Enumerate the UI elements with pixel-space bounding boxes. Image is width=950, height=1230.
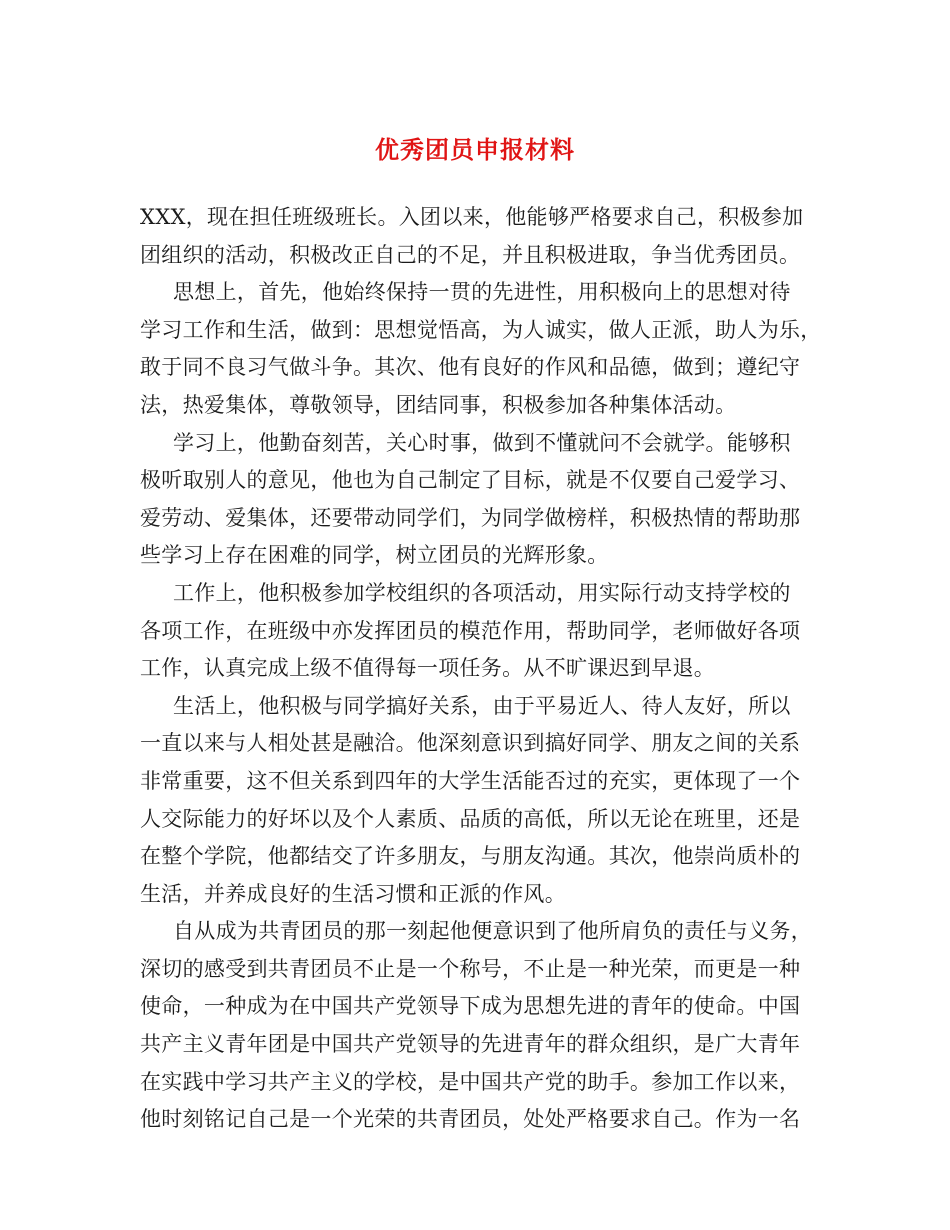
document-title: 优秀团员申报材料 [375,135,575,164]
text-line: 他时刻铭记自己是一个光荣的共青团员，处处严格要求自己。作为一名 [140,1107,801,1132]
text-line: 极听取别人的意见，他也为自己制定了目标，就是不仅要自己爱学习、 [140,468,801,493]
text-line: 在实践中学习共产主义的学校，是中国共产党的助手。参加工作以来， [140,1069,801,1094]
text-line: 非常重要，这不但关系到四年的大学生活能否过的充实，更体现了一个 [140,768,801,793]
text-line: 敢于同不良习气做斗争。其次、他有良好的作风和品德，做到；遵纪守 [140,355,801,380]
paragraph-start-line: 学习上，他勤奋刻苦，关心时事，做到不懂就问不会就学。能够积 [173,430,791,455]
text-line: 使命，一种成为在中国共产党领导下成为思想先进的青年的使命。中国 [140,994,801,1019]
text-line: 深切的感受到共青团员不止是一个称号，不止是一种光荣，而更是一种 [140,956,801,981]
paragraph-start-line: 生活上，他积极与同学搞好关系，由于平易近人、待人友好，所以 [173,693,791,718]
paragraph-start-line: 思想上，首先，他始终保持一贯的先进性，用积极向上的思想对待 [173,280,791,305]
text-line: 共产主义青年团是中国共产党领导的先进青年的群众组织，是广大青年 [140,1032,801,1057]
text-line: 学习工作和生活，做到：思想觉悟高，为人诚实，做人正派，助人为乐， [140,317,822,342]
text-line: 些学习上存在困难的同学，树立团员的光辉形象。 [140,543,609,568]
text-line: 团组织的活动，积极改正自己的不足，并且积极进取，争当优秀团员。 [140,242,801,267]
paragraph-start-line: 工作上，他积极参加学校组织的各项活动，用实际行动支持学校的 [173,580,791,605]
text-line: 人交际能力的好坏以及个人素质、品质的高低，所以无论在班里，还是 [140,806,801,831]
paragraph-start-line: 自从成为共青团员的那一刻起他便意识到了他所肩负的责任与义务， [173,919,812,944]
text-line: 各项工作，在班级中亦发挥团员的模范作用，帮助同学，老师做好各项 [140,618,801,643]
text-line: XXX，现在担任班级班长。入团以来，他能够严格要求自己，积极参加 [140,205,804,229]
text-line: 爱劳动、爱集体，还要带动同学们，为同学做榜样，积极热情的帮助那 [140,505,801,530]
text-line: 在整个学院，他都结交了许多朋友，与朋友沟通。其次，他崇尚质朴的 [140,844,801,869]
text-line: 工作，认真完成上级不值得每一项任务。从不旷课迟到早退。 [140,656,716,681]
text-line: 一直以来与人相处甚是融洽。他深刻意识到搞好同学、朋友之间的关系 [140,731,801,756]
text-line: 生活，并养成良好的生活习惯和正派的作风。 [140,881,566,906]
text-line: 法，热爱集体，尊敬领导，团结同事，积极参加各种集体活动。 [140,392,737,417]
document-body [140,199,820,1139]
